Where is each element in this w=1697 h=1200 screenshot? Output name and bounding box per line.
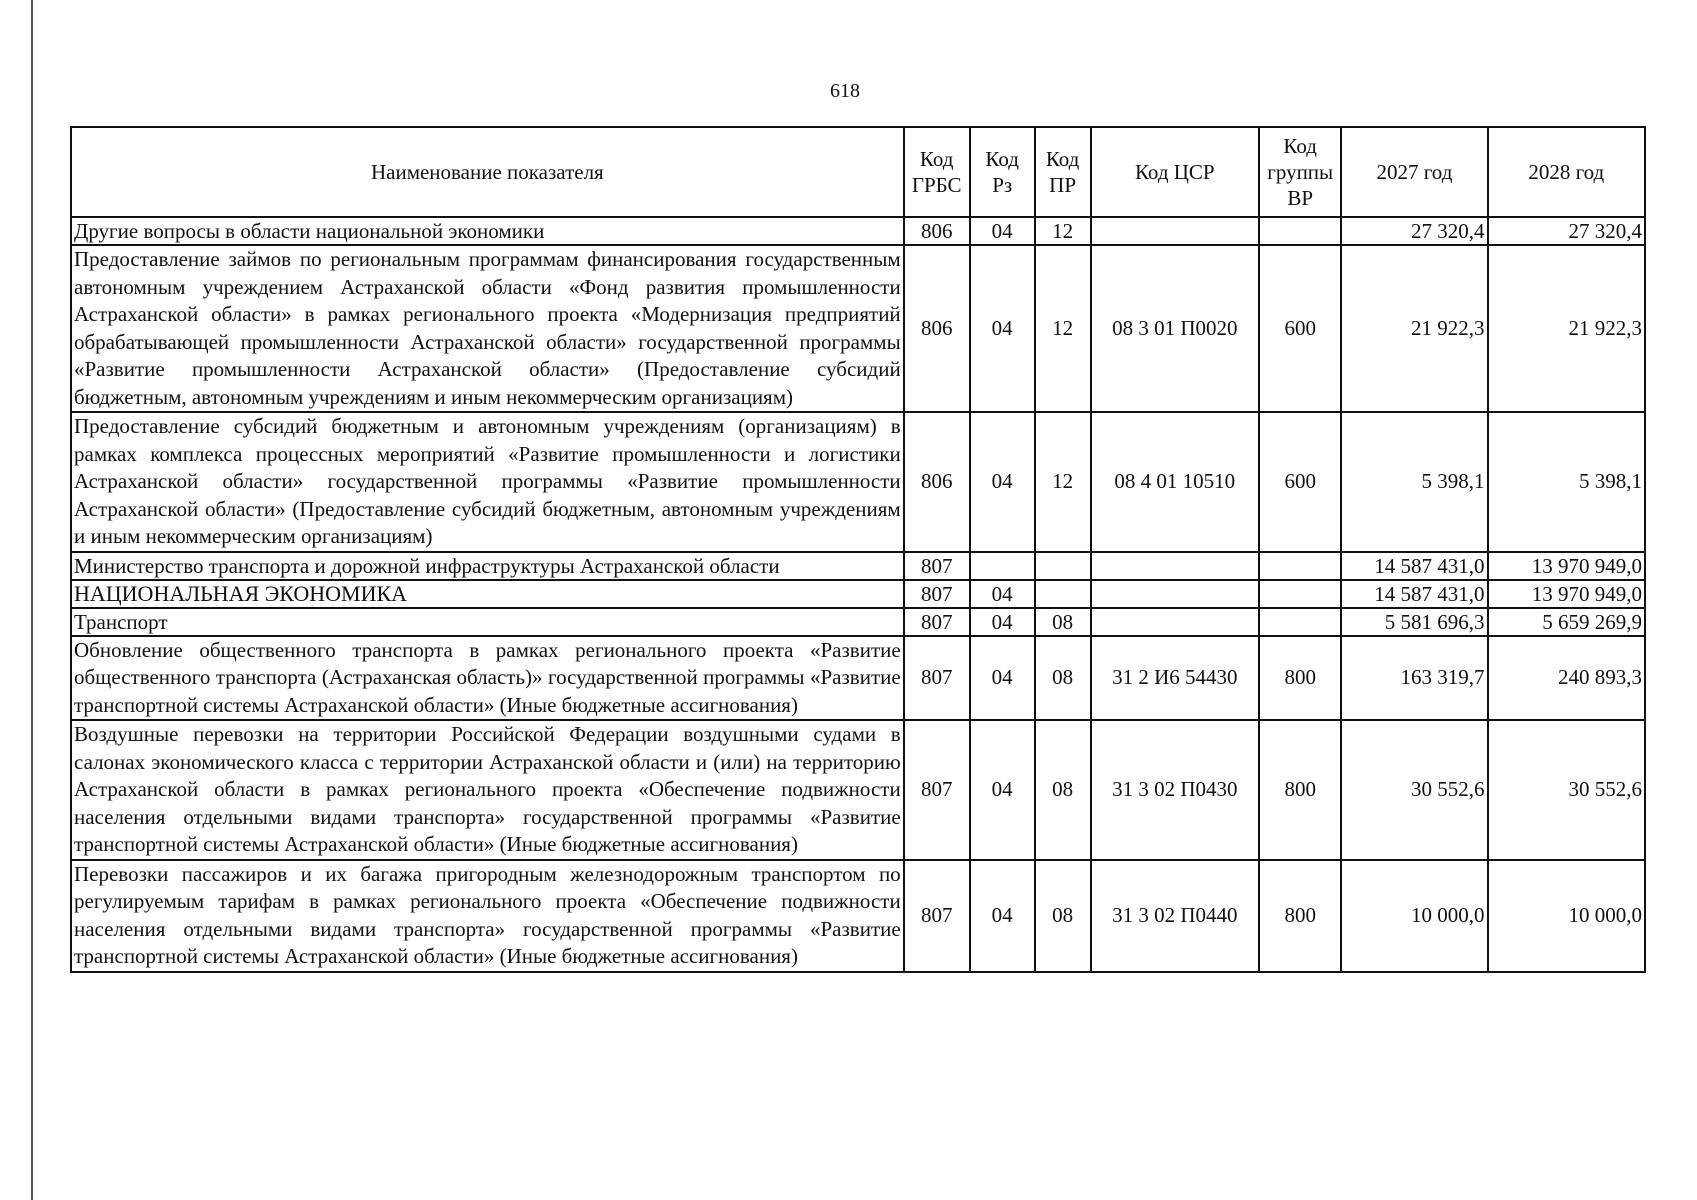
row-rz: 04 — [970, 608, 1035, 636]
row-grbs: 806 — [904, 245, 970, 412]
row-csr: 31 3 02 П0440 — [1091, 860, 1260, 972]
row-2027: 163 319,7 — [1341, 636, 1487, 721]
row-csr — [1091, 580, 1260, 608]
header-2028: 2028 год — [1488, 127, 1645, 217]
table-row — [71, 245, 1645, 412]
row-rz: 04 — [970, 580, 1035, 608]
row-grbs: 807 — [904, 552, 970, 580]
row-2027: 14 587 431,0 — [1341, 580, 1487, 608]
row-vr — [1259, 580, 1341, 608]
row-pr: 12 — [1035, 412, 1091, 552]
row-pr: 08 — [1035, 636, 1091, 721]
row-vr: 800 — [1259, 636, 1341, 721]
row-name: НАЦИОНАЛЬНАЯ ЭКОНОМИКА — [71, 580, 904, 608]
row-rz: 04 — [970, 412, 1035, 552]
row-vr: 600 — [1259, 245, 1341, 412]
header-pr: Код ПР — [1035, 127, 1091, 217]
row-pr: 08 — [1035, 860, 1091, 972]
row-2028: 5 659 269,9 — [1488, 608, 1645, 636]
row-name: Предоставление займов по региональным программам финансирования государственным автономным учреждением Астраханской области «Фонд развития промышленности Астраханской области» в рамках регионального проекта «Модернизация предприятий обрабатывающей промышленности Астраханской области» государственной программы «Развитие промышленности Астраханской области» (Предоставление субсидий бюджетным, автономным учреждениям и иным некоммерческим организациям) — [71, 245, 904, 412]
row-rz: 04 — [970, 217, 1035, 245]
row-grbs: 806 — [904, 217, 970, 245]
header-name: Наименование показателя — [71, 127, 904, 217]
row-csr — [1091, 217, 1260, 245]
row-grbs: 807 — [904, 720, 970, 860]
row-2027: 5 581 696,3 — [1341, 608, 1487, 636]
budget-table — [70, 126, 1646, 973]
row-name: Министерство транспорта и дорожной инфраструктуры Астраханской области — [71, 552, 904, 580]
row-vr — [1259, 217, 1341, 245]
row-rz: 04 — [970, 860, 1035, 972]
row-csr: 08 3 01 П0020 — [1091, 245, 1260, 412]
row-name: Предоставление субсидий бюджетным и автономным учреждениям (организациям) в рамках комплекса процессных мероприятий «Развитие промышленности и логистики Астраханской области» государственной программы «Развитие промышленности Астраханской области» (Предоставление субсидий бюджетным, автономным учреждениям и иным некоммерческим организациям) — [71, 412, 904, 552]
row-2027: 21 922,3 — [1341, 245, 1487, 412]
row-name: Воздушные перевозки на территории Российской Федерации воздушными судами в салонах экономического класса с территории Астраханской области и (или) на территорию Астраханской области в рамках регионального проекта «Обеспечение подвижности населения отдельными видами транспорта» государственной программы «Развитие транспортной системы Астраханской области» (Иные бюджетные ассигнования) — [71, 720, 904, 860]
row-vr: 800 — [1259, 860, 1341, 972]
row-2027: 30 552,6 — [1341, 720, 1487, 860]
header-grbs: Код ГРБС — [904, 127, 970, 217]
row-name: Перевозки пассажиров и их багажа пригородным железнодорожным транспортом по регулируемым тарифам в рамках регионального проекта «Обеспечение подвижности населения отдельными видами транспорта» государственной программы «Развитие транспортной системы Астраханской области» (Иные бюджетные ассигнования) — [71, 860, 904, 972]
row-2028: 21 922,3 — [1488, 245, 1645, 412]
row-grbs: 807 — [904, 636, 970, 721]
row-vr: 600 — [1259, 412, 1341, 552]
table-row — [71, 608, 1645, 636]
table-row — [71, 860, 1645, 972]
header-rz: Код Рз — [970, 127, 1035, 217]
table-row — [71, 217, 1645, 245]
row-name: Другие вопросы в области национальной экономики — [71, 217, 904, 245]
table-row — [71, 552, 1645, 580]
row-grbs: 807 — [904, 860, 970, 972]
row-vr — [1259, 608, 1341, 636]
row-2028: 10 000,0 — [1488, 860, 1645, 972]
row-vr — [1259, 552, 1341, 580]
row-2028: 13 970 949,0 — [1488, 580, 1645, 608]
table-row — [71, 412, 1645, 552]
table-row — [71, 580, 1645, 608]
row-pr: 12 — [1035, 217, 1091, 245]
table-row — [71, 720, 1645, 860]
row-grbs: 807 — [904, 580, 970, 608]
row-2028: 27 320,4 — [1488, 217, 1645, 245]
row-csr: 31 3 02 П0430 — [1091, 720, 1260, 860]
row-csr — [1091, 608, 1260, 636]
row-rz: 04 — [970, 245, 1035, 412]
page-number: 618 — [830, 80, 860, 102]
row-rz — [970, 552, 1035, 580]
header-csr: Код ЦСР — [1091, 127, 1260, 217]
row-grbs: 806 — [904, 412, 970, 552]
row-vr: 800 — [1259, 720, 1341, 860]
row-2027: 5 398,1 — [1341, 412, 1487, 552]
row-name: Транспорт — [71, 608, 904, 636]
table-row — [71, 636, 1645, 721]
row-2027: 27 320,4 — [1341, 217, 1487, 245]
row-pr: 12 — [1035, 245, 1091, 412]
row-pr — [1035, 580, 1091, 608]
row-csr — [1091, 552, 1260, 580]
row-csr: 08 4 01 10510 — [1091, 412, 1260, 552]
row-name: Обновление общественного транспорта в рамках регионального проекта «Развитие общественного транспорта (Астраханская область)» государственной программы «Развитие транспортной системы Астраханской области» (Иные бюджетные ассигнования) — [71, 636, 904, 721]
row-pr: 08 — [1035, 720, 1091, 860]
row-csr: 31 2 И6 54430 — [1091, 636, 1260, 721]
row-2028: 13 970 949,0 — [1488, 552, 1645, 580]
row-pr: 08 — [1035, 608, 1091, 636]
row-2028: 30 552,6 — [1488, 720, 1645, 860]
table-header-row — [71, 127, 1645, 217]
header-vr: Код группы ВР — [1259, 127, 1341, 217]
row-2027: 10 000,0 — [1341, 860, 1487, 972]
row-2028: 5 398,1 — [1488, 412, 1645, 552]
row-2028: 240 893,3 — [1488, 636, 1645, 721]
header-2027: 2027 год — [1341, 127, 1487, 217]
row-rz: 04 — [970, 720, 1035, 860]
row-rz: 04 — [970, 636, 1035, 721]
row-grbs: 807 — [904, 608, 970, 636]
row-2027: 14 587 431,0 — [1341, 552, 1487, 580]
left-margin-line — [31, 0, 33, 1200]
row-pr — [1035, 552, 1091, 580]
